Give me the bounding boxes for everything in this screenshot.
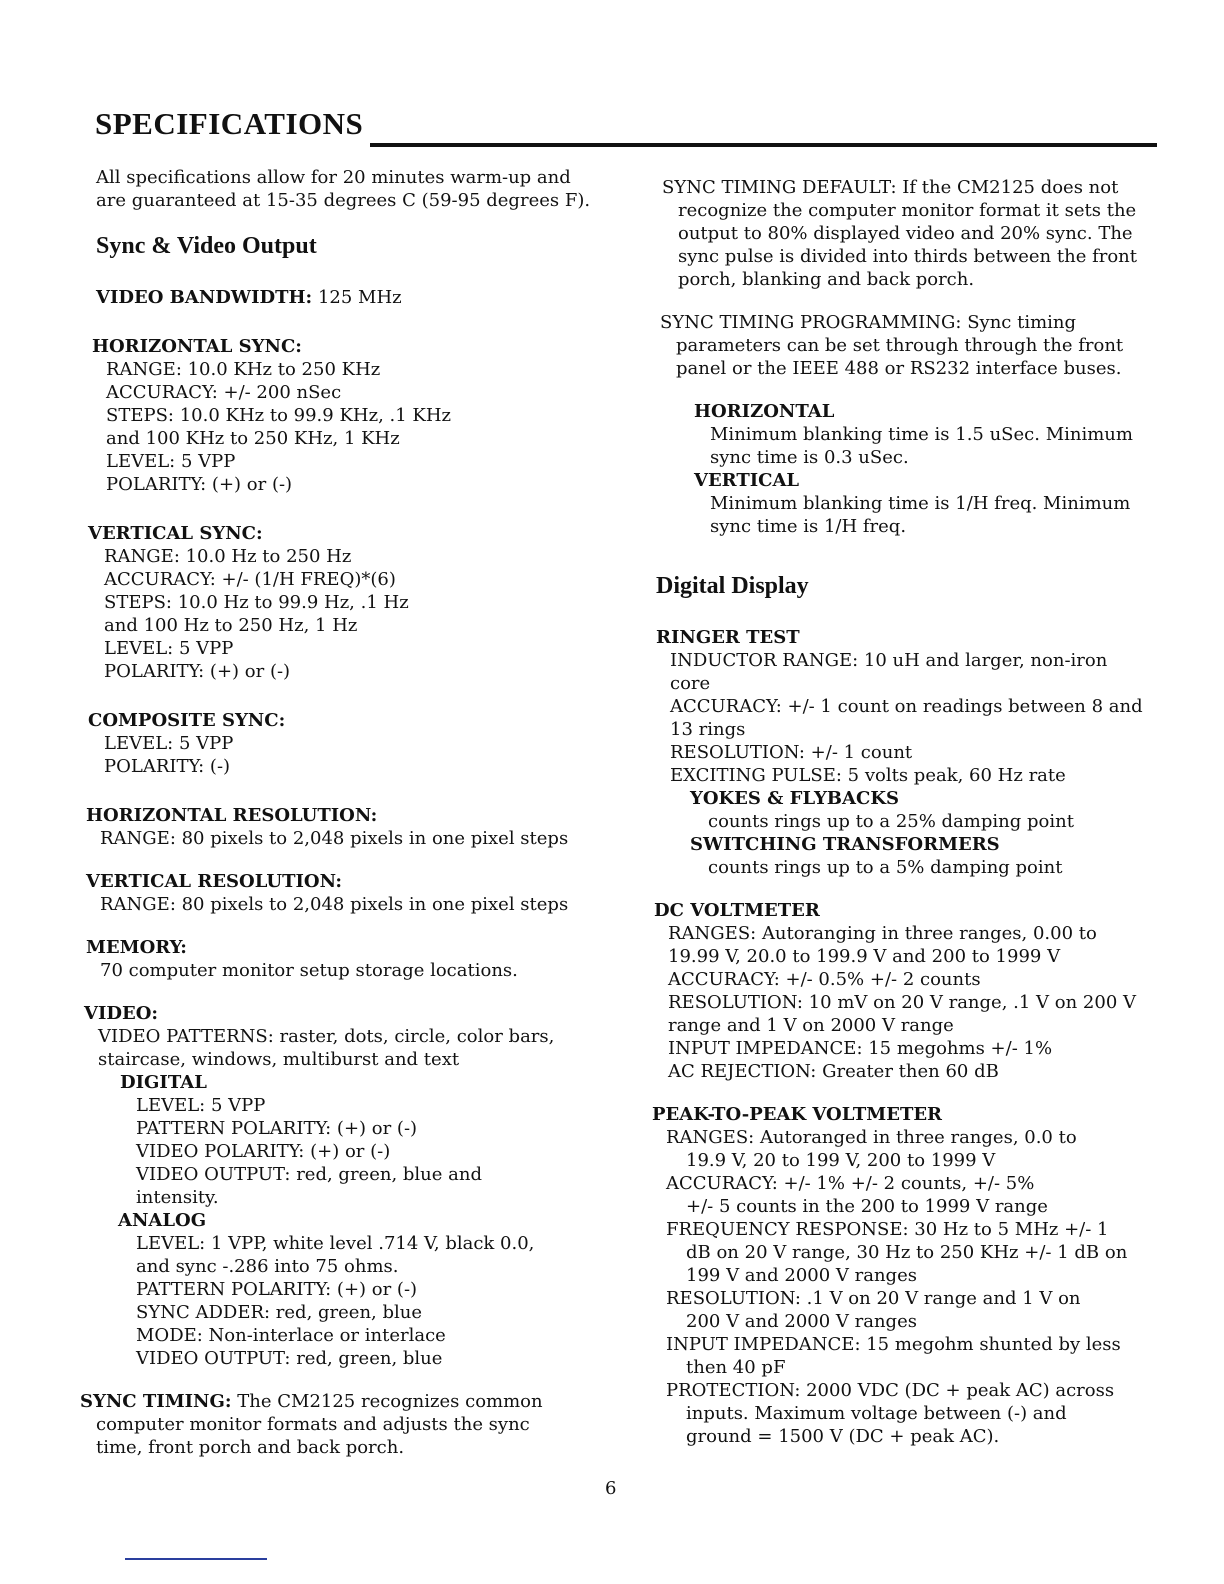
spec-line: SYNC ADDER: red, green, blue (136, 1302, 423, 1323)
spec-line: RANGES: Autoranging in three ranges, 0.00 to (668, 923, 1097, 944)
vertical-resolution-heading: VERTICAL RESOLUTION: (86, 871, 343, 892)
right-column (652, 176, 1152, 1448)
spec-line: intensity. (136, 1187, 219, 1208)
spec-line: 19.9 V, 20 to 199 V, 200 to 1999 V (686, 1150, 996, 1171)
spec-line: EXCITING PULSE: 5 volts peak, 60 Hz rate (670, 765, 1066, 786)
spec-line: INPUT IMPEDANCE: 15 megohms +/- 1% (668, 1038, 1053, 1059)
video-bandwidth-label: VIDEO BANDWIDTH: (96, 287, 313, 308)
page-number: 6 (605, 1478, 617, 1499)
spec-line: recognize the computer monitor format it sets the (678, 200, 1137, 221)
spec-line: RANGE: 10.0 Hz to 250 Hz (104, 546, 352, 567)
spec-line: STEPS: 10.0 Hz to 99.9 Hz, .1 Hz (104, 592, 409, 613)
spec-line: output to 80% displayed video and 20% sync. The (678, 223, 1133, 244)
spec-line: and sync -.286 into 75 ohms. (136, 1256, 399, 1277)
spec-line: LEVEL: 5 VPP (104, 733, 234, 754)
spec-line: and 100 KHz to 250 KHz, 1 KHz (106, 428, 400, 449)
section-heading-digital-display: Digital Display (656, 573, 809, 599)
spec-line: ground = 1500 V (DC + peak AC). (686, 1426, 1000, 1447)
intro-line: All specifications allow for 20 minutes warm-up and (96, 167, 571, 188)
spec-line: +/- 5 counts in the 200 to 1999 V range (686, 1196, 1048, 1217)
horizontal-resolution-block (80, 804, 600, 850)
spec-line: RESOLUTION: +/- 1 count (670, 742, 913, 763)
ptp-voltmeter-heading: PEAK-TO-PEAK VOLTMETER (652, 1104, 943, 1125)
spec-line: LEVEL: 5 VPP (104, 638, 234, 659)
sync-timing-label: SYNC TIMING: (80, 1391, 232, 1412)
video-heading: VIDEO: (84, 1003, 159, 1024)
spec-line: computer monitor formats and adjusts the sync (96, 1414, 530, 1435)
analog-heading: ANALOG (118, 1210, 207, 1231)
spec-line: ACCURACY: +/- 1 count on readings between 8 and (670, 696, 1143, 717)
ptp-voltmeter-block (652, 1103, 1152, 1448)
switching-heading: SWITCHING TRANSFORMERS (690, 834, 1000, 855)
ringer-test-heading: RINGER TEST (656, 627, 800, 648)
sync-timing-programming (652, 311, 1152, 380)
left-column (80, 166, 600, 1459)
spec-line: inputs. Maximum voltage between (-) and (686, 1403, 1067, 1424)
spec-line: sync pulse is divided into thirds between the front (678, 246, 1137, 267)
horizontal-sync-heading: HORIZONTAL SYNC: (92, 336, 302, 357)
timing-horizontal-heading: HORIZONTAL (694, 401, 835, 422)
sync-timing-block (80, 1390, 600, 1459)
timing-horizontal-block (652, 400, 1152, 538)
spec-line: time, front porch and back porch. (96, 1437, 405, 1458)
spec-line: sync time is 1/H freq. (710, 516, 907, 537)
video-block (80, 1002, 600, 1370)
spec-line: MODE: Non-interlace or interlace (136, 1325, 446, 1346)
sync-timing-first-line (80, 1390, 600, 1413)
spec-line: POLARITY: (+) or (-) (106, 474, 293, 495)
yokes-heading: YOKES & FLYBACKS (690, 788, 899, 809)
spec-line: RANGES: Autoranged in three ranges, 0.0 to (666, 1127, 1077, 1148)
spec-line: 70 computer monitor setup storage locations. (100, 960, 518, 981)
title-rule (370, 143, 1157, 147)
spec-line: 199 V and 2000 V ranges (686, 1265, 917, 1286)
spec-line: LEVEL: 5 VPP (106, 451, 236, 472)
spec-line: then 40 pF (686, 1357, 786, 1378)
spec-line: range and 1 V on 2000 V range (668, 1015, 954, 1036)
spec-line: porch, blanking and back porch. (678, 269, 975, 290)
spec-line: LEVEL: 1 VPP, white level .714 V, black 0.0, (136, 1233, 535, 1254)
spec-line: Minimum blanking time is 1.5 uSec. Minimum (710, 424, 1133, 445)
spec-line: INPUT IMPEDANCE: 15 megohm shunted by less (666, 1334, 1121, 1355)
spec-line: INDUCTOR RANGE: 10 uH and larger, non-iron (670, 650, 1108, 671)
dc-voltmeter-heading: DC VOLTMETER (654, 900, 820, 921)
spec-line: RANGE: 80 pixels to 2,048 pixels in one pixel steps (100, 828, 569, 849)
video-bandwidth (80, 286, 600, 309)
spec-line: SYNC TIMING DEFAULT: If the CM2125 does not (662, 177, 1119, 198)
intro-line: are guaranteed at 15-35 degrees C (59-95 degrees F). (96, 190, 591, 211)
spec-line: dB on 20 V range, 30 Hz to 250 KHz +/- 1 dB on (686, 1242, 1128, 1263)
spec-line: staircase, windows, multiburst and text (98, 1049, 460, 1070)
spec-line: RESOLUTION: 10 mV on 20 V range, .1 V on 200 V (668, 992, 1136, 1013)
spec-line: The CM2125 recognizes common (237, 1391, 543, 1412)
memory-block (80, 936, 600, 982)
dc-voltmeter-block (652, 899, 1152, 1083)
video-bandwidth-value: 125 MHz (317, 287, 402, 308)
ringer-test-block (652, 626, 1152, 879)
page-title: SPECIFICATIONS (95, 106, 364, 141)
section-heading-sync-video: Sync & Video Output (96, 233, 317, 259)
timing-vertical-heading: VERTICAL (694, 470, 800, 491)
spec-line: POLARITY: (+) or (-) (104, 661, 291, 682)
spec-line: POLARITY: (-) (104, 756, 231, 777)
intro (80, 166, 600, 212)
composite-sync-block (80, 709, 600, 778)
spec-line: parameters can be set through through the front (676, 335, 1124, 356)
spec-line: VIDEO OUTPUT: red, green, blue (136, 1348, 443, 1369)
spec-line: RANGE: 80 pixels to 2,048 pixels in one pixel steps (100, 894, 569, 915)
spec-line: PATTERN POLARITY: (+) or (-) (136, 1279, 418, 1300)
sync-timing-default (652, 176, 1152, 291)
spec-line: PROTECTION: 2000 VDC (DC + peak AC) across (666, 1380, 1115, 1401)
spec-line: AC REJECTION: Greater then 60 dB (668, 1061, 999, 1082)
spec-line: STEPS: 10.0 KHz to 99.9 KHz, .1 KHz (106, 405, 452, 426)
digital-heading: DIGITAL (120, 1072, 207, 1093)
spec-line: ACCURACY: +/- 1% +/- 2 counts, +/- 5% (666, 1173, 1035, 1194)
spec-line: ACCURACY: +/- (1/H FREQ)*(6) (104, 569, 396, 590)
spec-line: VIDEO POLARITY: (+) or (-) (136, 1141, 391, 1162)
composite-sync-heading: COMPOSITE SYNC: (88, 710, 286, 731)
spec-line: FREQUENCY RESPONSE: 30 Hz to 5 MHz +/- 1 (666, 1219, 1109, 1240)
vertical-resolution-block (80, 870, 600, 916)
spec-line: LEVEL: 5 VPP (136, 1095, 266, 1116)
spec-line: SYNC TIMING PROGRAMMING: Sync timing (660, 312, 1077, 333)
spec-line: counts rings up to a 5% damping point (708, 857, 1063, 878)
spec-line: PATTERN POLARITY: (+) or (-) (136, 1118, 418, 1139)
spec-line: ACCURACY: +/- 0.5% +/- 2 counts (668, 969, 981, 990)
spec-line: RANGE: 10.0 KHz to 250 KHz (106, 359, 381, 380)
spec-line: and 100 Hz to 250 Hz, 1 Hz (104, 615, 358, 636)
memory-heading: MEMORY: (86, 937, 187, 958)
spec-line: panel or the IEEE 488 or RS232 interface buses. (676, 358, 1122, 379)
spec-line: core (670, 673, 711, 694)
horizontal-sync-block (80, 335, 600, 496)
spec-line: counts rings up to a 25% damping point (708, 811, 1074, 832)
spec-line: 19.99 V, 20.0 to 199.9 V and 200 to 1999 V (668, 946, 1061, 967)
spec-line: sync time is 0.3 uSec. (710, 447, 909, 468)
vertical-sync-heading: VERTICAL SYNC: (88, 523, 263, 544)
footer-rule (125, 1558, 267, 1560)
spec-line: VIDEO PATTERNS: raster, dots, circle, color bars, (98, 1026, 555, 1047)
spec-line: 13 rings (670, 719, 746, 740)
spec-line: RESOLUTION: .1 V on 20 V range and 1 V on (666, 1288, 1081, 1309)
spec-line: Minimum blanking time is 1/H freq. Minimum (710, 493, 1131, 514)
spec-line: ACCURACY: +/- 200 nSec (106, 382, 342, 403)
vertical-sync-block (80, 522, 600, 683)
horizontal-resolution-heading: HORIZONTAL RESOLUTION: (86, 805, 378, 826)
spec-line: 200 V and 2000 V ranges (686, 1311, 917, 1332)
spec-line: VIDEO OUTPUT: red, green, blue and (136, 1164, 482, 1185)
